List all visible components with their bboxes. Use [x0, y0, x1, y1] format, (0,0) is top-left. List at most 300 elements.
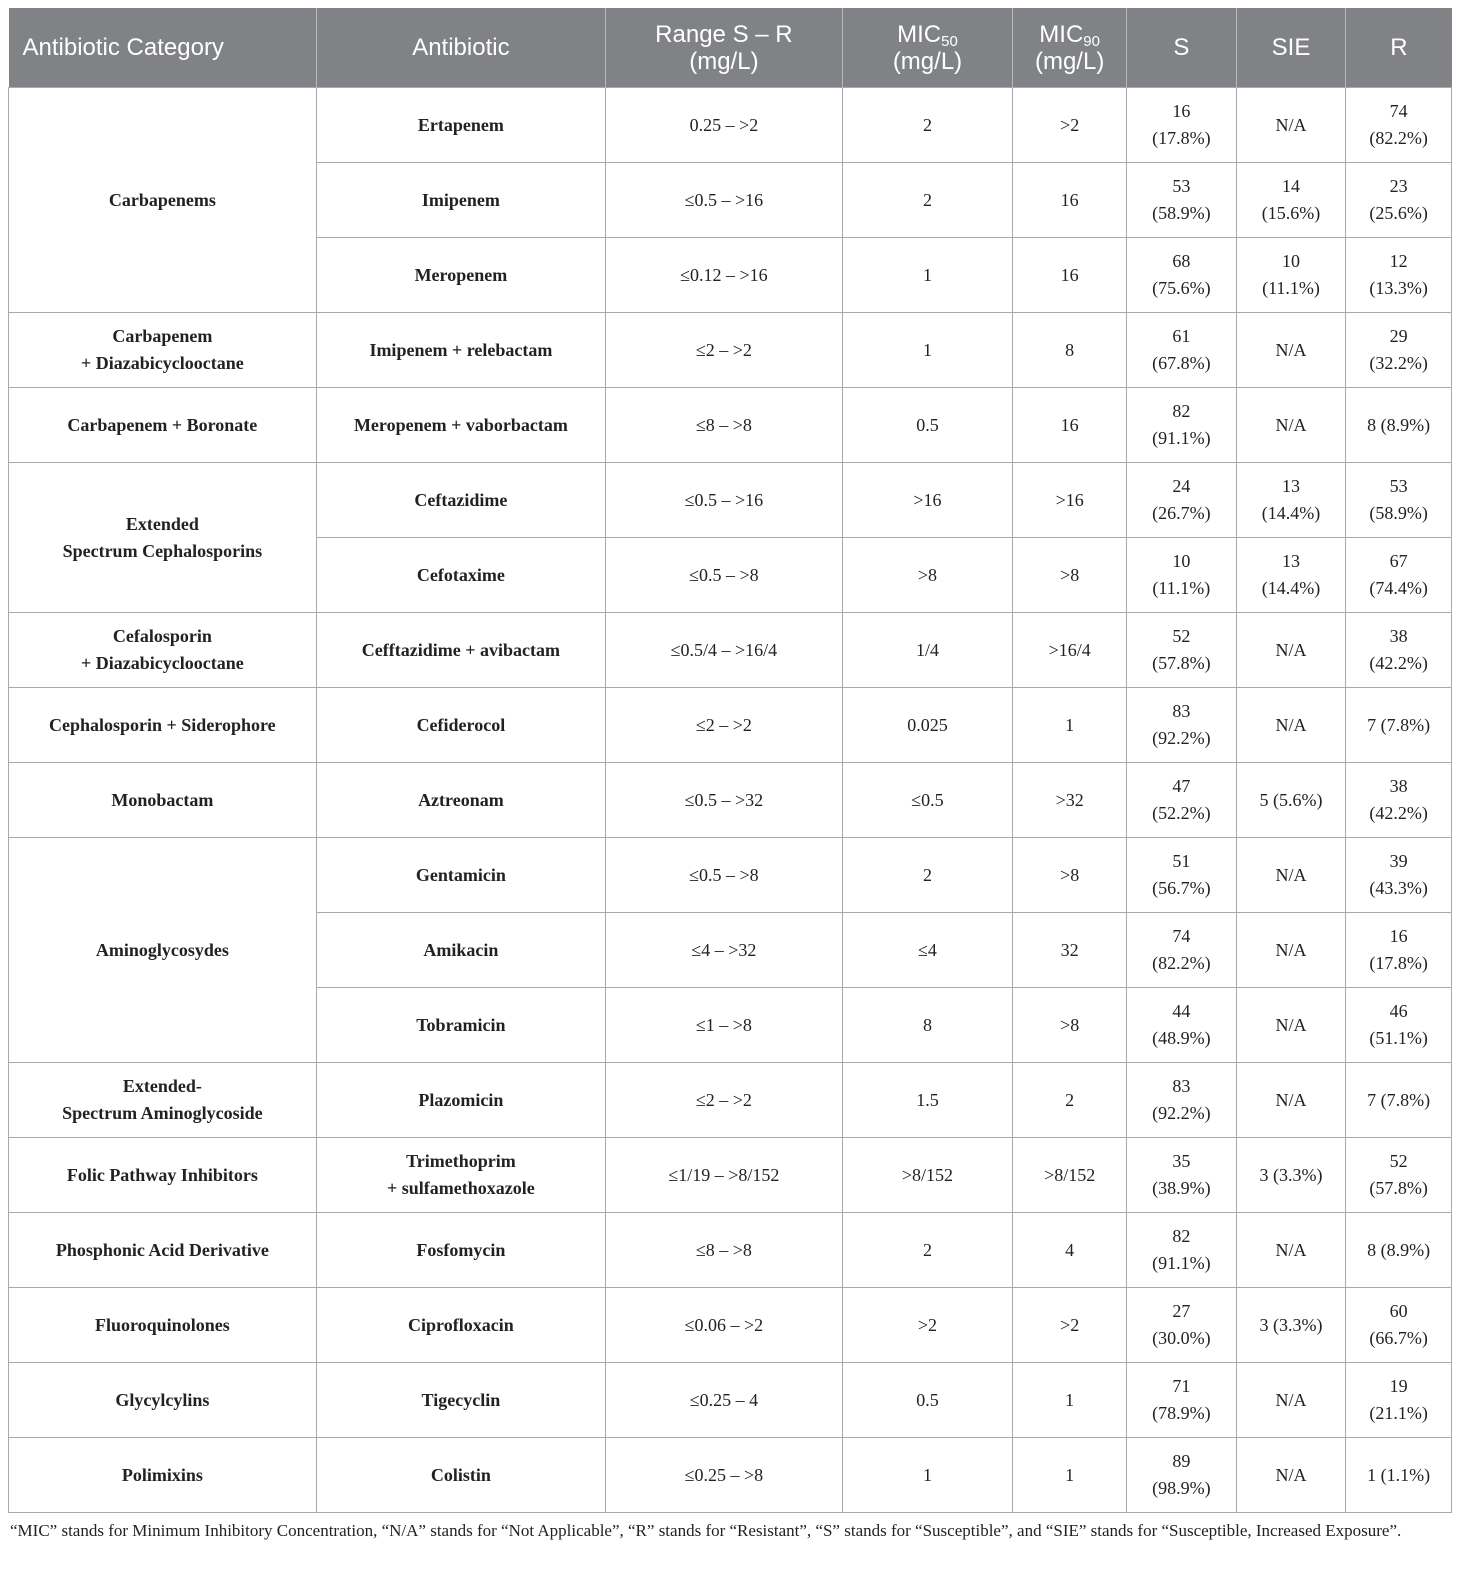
range-cell: ≤8 – >8 — [606, 388, 843, 463]
antibiotic-cell — [316, 1213, 605, 1288]
cell-line: (32.2%) — [1369, 353, 1428, 373]
mic90-cell: >2 — [1013, 88, 1127, 163]
cell-line: Trimethoprim — [406, 1151, 516, 1171]
sie-cell — [1236, 988, 1346, 1063]
cell-line: 16 — [1389, 926, 1408, 946]
cell-line: Cefalosporin — [112, 626, 212, 646]
category-cell — [9, 1063, 317, 1138]
cell-line: N/A — [1275, 1014, 1307, 1035]
sie-cell — [1236, 238, 1346, 313]
header-line — [1352, 34, 1445, 61]
mic50-cell: >16 — [842, 463, 1013, 538]
mic90-cell: 16 — [1013, 238, 1127, 313]
table-row — [9, 1438, 1452, 1513]
cell-line: Glycylcylins — [115, 1389, 210, 1410]
cell-line: (13.3%) — [1369, 278, 1428, 298]
header-line — [612, 21, 836, 48]
sie-cell — [1236, 1138, 1346, 1213]
cell-line: (48.9%) — [1152, 1028, 1211, 1048]
header-subscript: 50 — [941, 32, 958, 50]
cell-line: 89 — [1172, 1451, 1191, 1471]
resistant-cell — [1346, 1288, 1452, 1363]
resistant-cell — [1346, 838, 1452, 913]
cell-line: 44 — [1172, 1001, 1191, 1021]
sie-cell — [1236, 1438, 1346, 1513]
cell-line: Monobactam — [111, 789, 214, 810]
header-text: S — [1173, 34, 1190, 61]
cell-line: N/A — [1275, 714, 1307, 735]
header-line — [849, 48, 1007, 75]
header-line — [1019, 21, 1120, 48]
cell-line: Ertapenem — [417, 114, 504, 135]
range-cell: ≤2 – >2 — [606, 688, 843, 763]
cell-line: 38 — [1389, 776, 1408, 796]
header-line — [849, 21, 1007, 48]
antibiotic-cell — [316, 613, 605, 688]
range-cell: ≤0.25 – 4 — [606, 1363, 843, 1438]
susceptible-cell — [1127, 388, 1237, 463]
susceptible-cell — [1127, 238, 1237, 313]
category-cell — [9, 313, 317, 388]
cell-line: 29 — [1389, 326, 1408, 346]
header-line — [23, 34, 310, 61]
resistant-cell — [1346, 1363, 1452, 1438]
antibiotic-cell — [316, 88, 605, 163]
category-cell — [9, 838, 317, 1063]
cell-line: 7 (7.8%) — [1367, 1089, 1431, 1110]
sie-cell — [1236, 913, 1346, 988]
antibiotic-cell — [316, 388, 605, 463]
cell-line: Folic Pathway Inhibitors — [66, 1164, 258, 1185]
cell-line: (14.4%) — [1261, 503, 1321, 523]
header-s — [1127, 8, 1237, 88]
resistant-cell — [1346, 988, 1452, 1063]
mic90-cell: 16 — [1013, 163, 1127, 238]
mic90-cell: 8 — [1013, 313, 1127, 388]
cell-line: (91.1%) — [1152, 428, 1211, 448]
cell-line: + Diazabicyclooctane — [80, 353, 244, 373]
header-text: MIC — [897, 20, 942, 48]
cell-line: (58.9%) — [1369, 503, 1428, 523]
cell-line: 35 — [1172, 1151, 1191, 1171]
mic90-cell: 2 — [1013, 1063, 1127, 1138]
sie-cell — [1236, 1288, 1346, 1363]
cell-line: 82 — [1172, 1226, 1191, 1246]
susceptible-cell — [1127, 913, 1237, 988]
cell-line: Carbapenems — [108, 189, 216, 210]
cell-line: (92.2%) — [1152, 1103, 1211, 1123]
header-r — [1346, 8, 1452, 88]
cell-line: 51 — [1172, 851, 1191, 871]
sie-cell — [1236, 613, 1346, 688]
cell-line: Imipenem + relebactam — [369, 339, 553, 360]
cell-line: 27 — [1172, 1301, 1191, 1321]
mic50-cell: 1/4 — [842, 613, 1013, 688]
mic50-cell: 8 — [842, 988, 1013, 1063]
cell-line: 19 — [1389, 1376, 1408, 1396]
antibiotic-cell — [316, 838, 605, 913]
cell-line: Fosfomycin — [416, 1239, 506, 1260]
cell-line: Cephalosporin + Siderophore — [49, 714, 276, 735]
cell-line: 1 (1.1%) — [1367, 1464, 1431, 1485]
header-range — [606, 8, 843, 88]
mic50-cell: 1 — [842, 313, 1013, 388]
cell-line: (17.8%) — [1152, 128, 1211, 148]
category-cell — [9, 88, 317, 313]
cell-line: (17.8%) — [1369, 953, 1428, 973]
sie-cell — [1236, 313, 1346, 388]
cell-line: 83 — [1172, 1076, 1191, 1096]
category-cell — [9, 613, 317, 688]
cell-line: N/A — [1275, 1464, 1307, 1485]
range-cell: ≤0.25 – >8 — [606, 1438, 843, 1513]
resistant-cell — [1346, 163, 1452, 238]
range-cell: 0.25 – >2 — [606, 88, 843, 163]
mic50-cell: 2 — [842, 88, 1013, 163]
mic90-cell: 1 — [1013, 1438, 1127, 1513]
table-footnote: “MIC” stands for Minimum Inhibitory Concentration, “N/A” stands for “Not Applicable”, “R” stands for “Resistant”, “S” stands for “Susceptible”, and “SIE” stands for “Susceptible, Increased Exposure”. — [10, 1521, 1402, 1540]
category-cell — [9, 463, 317, 613]
range-cell: ≤0.5 – >8 — [606, 538, 843, 613]
susceptible-cell — [1127, 1138, 1237, 1213]
category-cell — [9, 688, 317, 763]
cell-line: N/A — [1275, 414, 1307, 435]
sie-cell — [1236, 1363, 1346, 1438]
header-text: (mg/L) — [892, 47, 963, 75]
header-text: (mg/L) — [689, 47, 759, 75]
table-body — [9, 88, 1452, 1513]
antibiotic-cell — [316, 1138, 605, 1213]
cell-line: (52.2%) — [1152, 803, 1211, 823]
category-cell — [9, 1138, 317, 1213]
cell-line: (51.1%) — [1369, 1028, 1428, 1048]
header-subscript: 90 — [1083, 32, 1100, 50]
mic90-cell: >16/4 — [1013, 613, 1127, 688]
range-cell: ≤0.5 – >32 — [606, 763, 843, 838]
cell-line: (66.7%) — [1369, 1328, 1428, 1348]
cell-line: (58.9%) — [1152, 203, 1211, 223]
antibiotic-cell — [316, 463, 605, 538]
cell-line: 47 — [1172, 776, 1191, 796]
header-line — [1019, 48, 1120, 75]
resistant-cell — [1346, 88, 1452, 163]
cell-line: 53 — [1172, 176, 1191, 196]
category-cell — [9, 388, 317, 463]
mic90-cell: >32 — [1013, 763, 1127, 838]
resistant-cell — [1346, 538, 1452, 613]
header-text: SIE — [1271, 34, 1311, 61]
cell-line: 74 — [1389, 101, 1408, 121]
susceptible-cell — [1127, 313, 1237, 388]
cell-line: (25.6%) — [1369, 203, 1428, 223]
cell-line: (11.1%) — [1152, 578, 1211, 598]
range-cell: ≤0.5 – >16 — [606, 163, 843, 238]
cell-line: Meropenem — [414, 264, 508, 285]
susceptible-cell — [1127, 1213, 1237, 1288]
cell-line: Cefotaxime — [416, 564, 505, 585]
mic50-cell: 1 — [842, 1438, 1013, 1513]
table-row — [9, 1363, 1452, 1438]
sie-cell — [1236, 1213, 1346, 1288]
resistant-cell — [1346, 313, 1452, 388]
antibiotic-cell — [316, 1363, 605, 1438]
resistant-cell — [1346, 763, 1452, 838]
mic90-cell: 1 — [1013, 688, 1127, 763]
cell-line: 52 — [1389, 1151, 1408, 1171]
antibiotic-cell — [316, 688, 605, 763]
mic50-cell: 0.025 — [842, 688, 1013, 763]
resistant-cell — [1346, 1438, 1452, 1513]
cell-line: Tobramicin — [416, 1014, 506, 1035]
header-sie — [1236, 8, 1346, 88]
cell-line: (43.3%) — [1369, 878, 1428, 898]
range-cell: ≤4 – >32 — [606, 913, 843, 988]
cell-line: Aztreonam — [418, 789, 504, 810]
cell-line: (15.6%) — [1261, 203, 1321, 223]
cell-line: (26.7%) — [1152, 503, 1211, 523]
range-cell: ≤0.12 – >16 — [606, 238, 843, 313]
range-cell: ≤0.06 – >2 — [606, 1288, 843, 1363]
mic50-cell: ≤4 — [842, 913, 1013, 988]
cell-line: Aminoglycosydes — [95, 939, 229, 960]
cell-line: 16 — [1172, 101, 1191, 121]
cell-line: Plazomicin — [418, 1089, 504, 1110]
mic90-cell: 1 — [1013, 1363, 1127, 1438]
cell-line: 13 — [1282, 476, 1300, 496]
resistant-cell — [1346, 238, 1452, 313]
cell-line: 5 (5.6%) — [1259, 789, 1323, 810]
cell-line: 68 — [1172, 251, 1191, 271]
mic50-cell: 2 — [842, 1213, 1013, 1288]
cell-line: (38.9%) — [1152, 1178, 1211, 1198]
susceptible-cell — [1127, 838, 1237, 913]
antibiotic-cell — [316, 1288, 605, 1363]
range-cell: ≤1 – >8 — [606, 988, 843, 1063]
mic90-cell: >8 — [1013, 838, 1127, 913]
range-cell: ≤8 – >8 — [606, 1213, 843, 1288]
resistant-cell — [1346, 613, 1452, 688]
sie-cell — [1236, 463, 1346, 538]
resistant-cell — [1346, 688, 1452, 763]
cell-line: N/A — [1275, 339, 1307, 360]
mic50-cell: 2 — [842, 838, 1013, 913]
table-row — [9, 1063, 1452, 1138]
range-cell: ≤0.5 – >16 — [606, 463, 843, 538]
cell-line: (67.8%) — [1152, 353, 1211, 373]
header-text: (mg/L) — [1034, 47, 1105, 75]
cell-line: Amikacin — [423, 939, 499, 960]
cell-line: Fluoroquinolones — [94, 1314, 230, 1335]
mic50-cell: >8/152 — [842, 1138, 1013, 1213]
cell-line: 8 (8.9%) — [1367, 414, 1431, 435]
cell-line: 67 — [1389, 551, 1408, 571]
sie-cell — [1236, 388, 1346, 463]
sie-cell — [1236, 763, 1346, 838]
cell-line: N/A — [1275, 114, 1307, 135]
mic50-cell: ≤0.5 — [842, 763, 1013, 838]
cell-line: Ciprofloxacin — [408, 1314, 514, 1335]
cell-line: N/A — [1275, 639, 1307, 660]
table-row — [9, 313, 1452, 388]
susceptible-cell — [1127, 163, 1237, 238]
header-mic90 — [1013, 8, 1127, 88]
cell-line: Meropenem + vaborbactam — [353, 414, 568, 435]
cell-line: 14 — [1282, 176, 1300, 196]
header-line — [612, 48, 836, 75]
table-row — [9, 1288, 1452, 1363]
antibiotic-cell — [316, 313, 605, 388]
cell-line: 38 — [1389, 626, 1408, 646]
cell-line: Extended — [125, 513, 199, 534]
mic90-cell: >8 — [1013, 988, 1127, 1063]
cell-line: 83 — [1172, 701, 1191, 721]
antibiotic-cell — [316, 763, 605, 838]
susceptible-cell — [1127, 1363, 1237, 1438]
category-cell — [9, 1213, 317, 1288]
table-row — [9, 838, 1452, 913]
susceptible-cell — [1127, 538, 1237, 613]
category-cell — [9, 1288, 317, 1363]
cell-line: 46 — [1389, 1001, 1408, 1021]
table-row — [9, 88, 1452, 163]
cell-line: 39 — [1389, 851, 1408, 871]
sie-cell — [1236, 88, 1346, 163]
range-cell: ≤0.5 – >8 — [606, 838, 843, 913]
cell-line: 3 (3.3%) — [1259, 1164, 1323, 1185]
cell-line: 24 — [1172, 476, 1191, 496]
cell-line: 23 — [1389, 176, 1408, 196]
cell-line: (82.2%) — [1369, 128, 1428, 148]
cell-line: (91.1%) — [1152, 1253, 1211, 1273]
susceptible-cell — [1127, 988, 1237, 1063]
mic90-cell: >2 — [1013, 1288, 1127, 1363]
cell-line: (14.4%) — [1261, 578, 1321, 598]
cell-line: 8 (8.9%) — [1367, 1239, 1431, 1260]
header-line — [1133, 34, 1230, 61]
mic50-cell: 1.5 — [842, 1063, 1013, 1138]
cell-line: N/A — [1275, 1239, 1307, 1260]
cell-line: 52 — [1172, 626, 1191, 646]
category-cell — [9, 763, 317, 838]
mic50-cell: 0.5 — [842, 1363, 1013, 1438]
header-text: Antibiotic Category — [22, 34, 224, 61]
header-text: MIC — [1039, 20, 1084, 48]
sie-cell — [1236, 538, 1346, 613]
susceptible-cell — [1127, 1063, 1237, 1138]
cell-line: (82.2%) — [1152, 953, 1211, 973]
cell-line: 7 (7.8%) — [1367, 714, 1431, 735]
antibiotic-susceptibility-table — [8, 8, 1452, 1513]
susceptible-cell — [1127, 463, 1237, 538]
cell-line: Extended- — [122, 1076, 202, 1096]
resistant-cell — [1346, 463, 1452, 538]
cell-line: 3 (3.3%) — [1259, 1314, 1323, 1335]
resistant-cell — [1346, 1063, 1452, 1138]
range-cell: ≤2 – >2 — [606, 1063, 843, 1138]
cell-line: (42.2%) — [1369, 803, 1428, 823]
cell-line: Phosphonic Acid Derivative — [55, 1239, 269, 1260]
sie-cell — [1236, 688, 1346, 763]
antibiotic-cell — [316, 238, 605, 313]
cell-line: N/A — [1275, 864, 1307, 885]
sie-cell — [1236, 163, 1346, 238]
cell-line: + sulfamethoxazole — [387, 1178, 535, 1198]
table-row — [9, 388, 1452, 463]
cell-line: Carbapenem — [112, 326, 213, 346]
header-text: Antibiotic — [412, 34, 510, 61]
table-row — [9, 463, 1452, 538]
mic90-cell: 4 — [1013, 1213, 1127, 1288]
antibiotic-cell — [316, 988, 605, 1063]
cell-line: (57.8%) — [1369, 1178, 1428, 1198]
cell-line: 61 — [1172, 326, 1191, 346]
susceptible-cell — [1127, 1438, 1237, 1513]
resistant-cell — [1346, 913, 1452, 988]
cell-line: 82 — [1172, 401, 1191, 421]
cell-line: N/A — [1275, 939, 1307, 960]
document — [8, 8, 1452, 1544]
susceptible-cell — [1127, 613, 1237, 688]
cell-line: (74.4%) — [1369, 578, 1428, 598]
cell-line: 60 — [1389, 1301, 1408, 1321]
cell-line: Cefftazidime + avibactam — [361, 639, 560, 660]
cell-line: (57.8%) — [1152, 653, 1211, 673]
cell-line: 12 — [1389, 251, 1408, 271]
resistant-cell — [1346, 388, 1452, 463]
mic90-cell: 16 — [1013, 388, 1127, 463]
cell-line: Gentamicin — [415, 864, 506, 885]
header-mic50 — [842, 8, 1013, 88]
cell-line: (78.9%) — [1152, 1403, 1211, 1423]
header-text: Range S – R — [655, 20, 793, 48]
cell-line: 10 — [1172, 551, 1191, 571]
cell-line: (98.9%) — [1152, 1478, 1211, 1498]
header-text: R — [1390, 34, 1408, 61]
header-line — [1243, 34, 1340, 61]
cell-line: N/A — [1275, 1389, 1307, 1410]
cell-line: Imipenem — [421, 189, 500, 210]
range-cell: ≤0.5/4 – >16/4 — [606, 613, 843, 688]
cell-line: Tigecyclin — [421, 1389, 501, 1410]
resistant-cell — [1346, 1213, 1452, 1288]
antibiotic-cell — [316, 163, 605, 238]
cell-line: 53 — [1389, 476, 1408, 496]
cell-line: 10 — [1282, 251, 1300, 271]
range-cell: ≤1/19 – >8/152 — [606, 1138, 843, 1213]
mic50-cell: 2 — [842, 163, 1013, 238]
cell-line: + Diazabicyclooctane — [80, 653, 244, 673]
mic90-cell: 32 — [1013, 913, 1127, 988]
mic90-cell: >16 — [1013, 463, 1127, 538]
cell-line: Spectrum Aminoglycoside — [62, 1103, 263, 1123]
cell-line: (11.1%) — [1262, 278, 1320, 298]
range-cell: ≤2 – >2 — [606, 313, 843, 388]
cell-line: Carbapenem + Boronate — [67, 414, 258, 435]
table-header-row — [9, 8, 1452, 88]
susceptible-cell — [1127, 688, 1237, 763]
cell-line: (56.7%) — [1152, 878, 1211, 898]
header-line — [323, 34, 599, 61]
cell-line: Cefiderocol — [416, 714, 506, 735]
cell-line: Spectrum Cephalosporins — [62, 540, 263, 561]
cell-line: Colistin — [430, 1464, 491, 1485]
cell-line: 71 — [1172, 1376, 1191, 1396]
cell-line: (92.2%) — [1152, 728, 1211, 748]
cell-line: N/A — [1275, 1089, 1307, 1110]
sie-cell — [1236, 838, 1346, 913]
category-cell — [9, 1438, 317, 1513]
cell-line: (42.2%) — [1369, 653, 1428, 673]
